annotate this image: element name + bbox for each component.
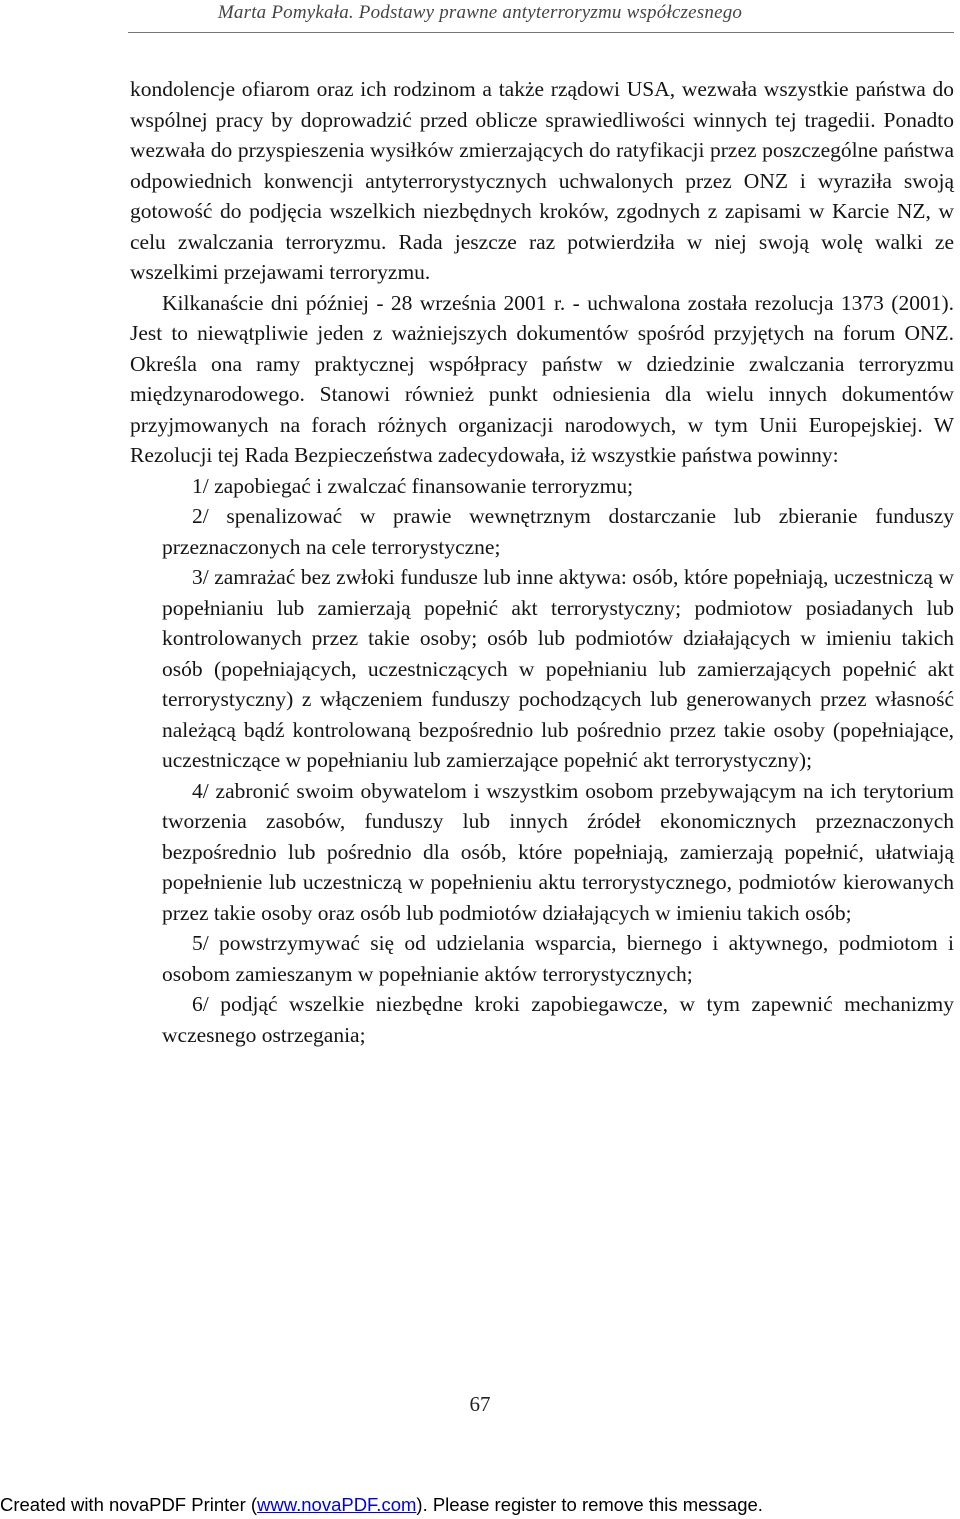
- running-header: Marta Pomykała. Podstawy prawne antyterroryzmu współczesnego: [217, 2, 743, 23]
- list-item: 4/ zabronić swoim obywatelom i wszystkim osobom przebywającym na ich terytorium tworzenia zasobów, funduszy lub innych źródeł ekonomicznych przeznaczonych bezpośrednio lub pośrednio dla osób, które popełniają, zamierzają popełnić, ułatwiają popełnienie lub uczestniczą w popełnieniu aktu terrorystycznego, podmiotów kierowanych przez takie osoby oraz osób lub podmiotów działających w imieniu takich osób;: [162, 778, 954, 925]
- list-item: 3/ zamrażać bez zwłoki fundusze lub inne aktywa: osób, które popełniają, uczestniczą w popełnianiu lub zamierzają popełnić akt terrorystyczny; podmiotow posiadanych lub kontrolowanych przez takie osoby; osób lub podmiotów działających w imieniu takich osób (popełniających, uczestniczących w popełnianiu lub zamierzających popełnić akt terrorystyczny) z włączeniem funduszy pochodzących lub generowanych przez własność należącą bądź kontrolowaną bezpośrednio lub pośrednio przez takie osoby (popełniające, uczestniczące w popełnianiu lub zamierzające popełnić akt terrorystyczny);: [162, 565, 954, 772]
- banner-suffix: ). Please register to remove this message.: [416, 1494, 763, 1515]
- obligations-list: [162, 471, 954, 1051]
- pdf-printer-banner: [0, 1494, 960, 1516]
- paragraph-2: Kilkanaście dni później - 28 września 2001 r. - uchwalona została rezolucja 1373 (2001). Jest to niewątpliwie jeden z ważniejszych dokumentów spośród przyjętych na forum ONZ. Określa ona ramy praktycznej współpracy państw w dziedzinie zwalczania terroryzmu międzynarodowego. Stanowi również punkt odniesienia dla wielu innych dokumentów przyjmowanych na forach różnych organizacji narodowych, w tym Unii Europejskiej. W Rezolucji tej Rada Bezpieczeństwa zadecydowała, iż wszystkie państwa powinny:: [130, 290, 954, 467]
- page-number: 67: [469, 1392, 491, 1416]
- header-rule: [128, 32, 954, 33]
- paragraph-1: kondolencje ofiarom oraz ich rodzinom a także rządowi USA, wezwała wszystkie państwa do wspólnej pracy by doprowadzić przed oblicze sprawiedliwości winnych tej tragedii. Ponadto wezwała do przyspieszenia wysiłków zmierzających do ratyfikacji przez poszczególne państwa odpowiednich konwencji antyterrorystycznych uchwalonych przez ONZ i wyraziła swoją gotowość do podjęcia wszelkich niezbędnych kroków, zgodnych z zapisami w Karcie NZ, w celu zwalczania terroryzmu. Rada jeszcze raz potwierdziła w niej swoją wolę walki ze wszelkimi przejawami terroryzmu.: [130, 77, 954, 284]
- novapdf-link[interactable]: www.novaPDF.com: [257, 1494, 417, 1515]
- list-item: 2/ spenalizować w prawie wewnętrznym dostarczanie lub zbieranie funduszy przeznaczonych na cele terrorystyczne;: [162, 504, 954, 559]
- body-text: [130, 74, 954, 1050]
- list-item: 5/ powstrzymywać się od udzielania wsparcia, biernego i aktywnego, podmiotom i osobom zamieszanym w popełnianie aktów terrorystycznych;: [162, 931, 954, 986]
- list-item: 1/ zapobiegać i zwalczać finansowanie terroryzmu;: [192, 473, 634, 498]
- banner-prefix: Created with novaPDF Printer (: [0, 1494, 258, 1515]
- list-item: 6/ podjąć wszelkie niezbędne kroki zapobiegawcze, w tym zapewnić mechanizmy wczesnego ostrzegania;: [162, 992, 954, 1047]
